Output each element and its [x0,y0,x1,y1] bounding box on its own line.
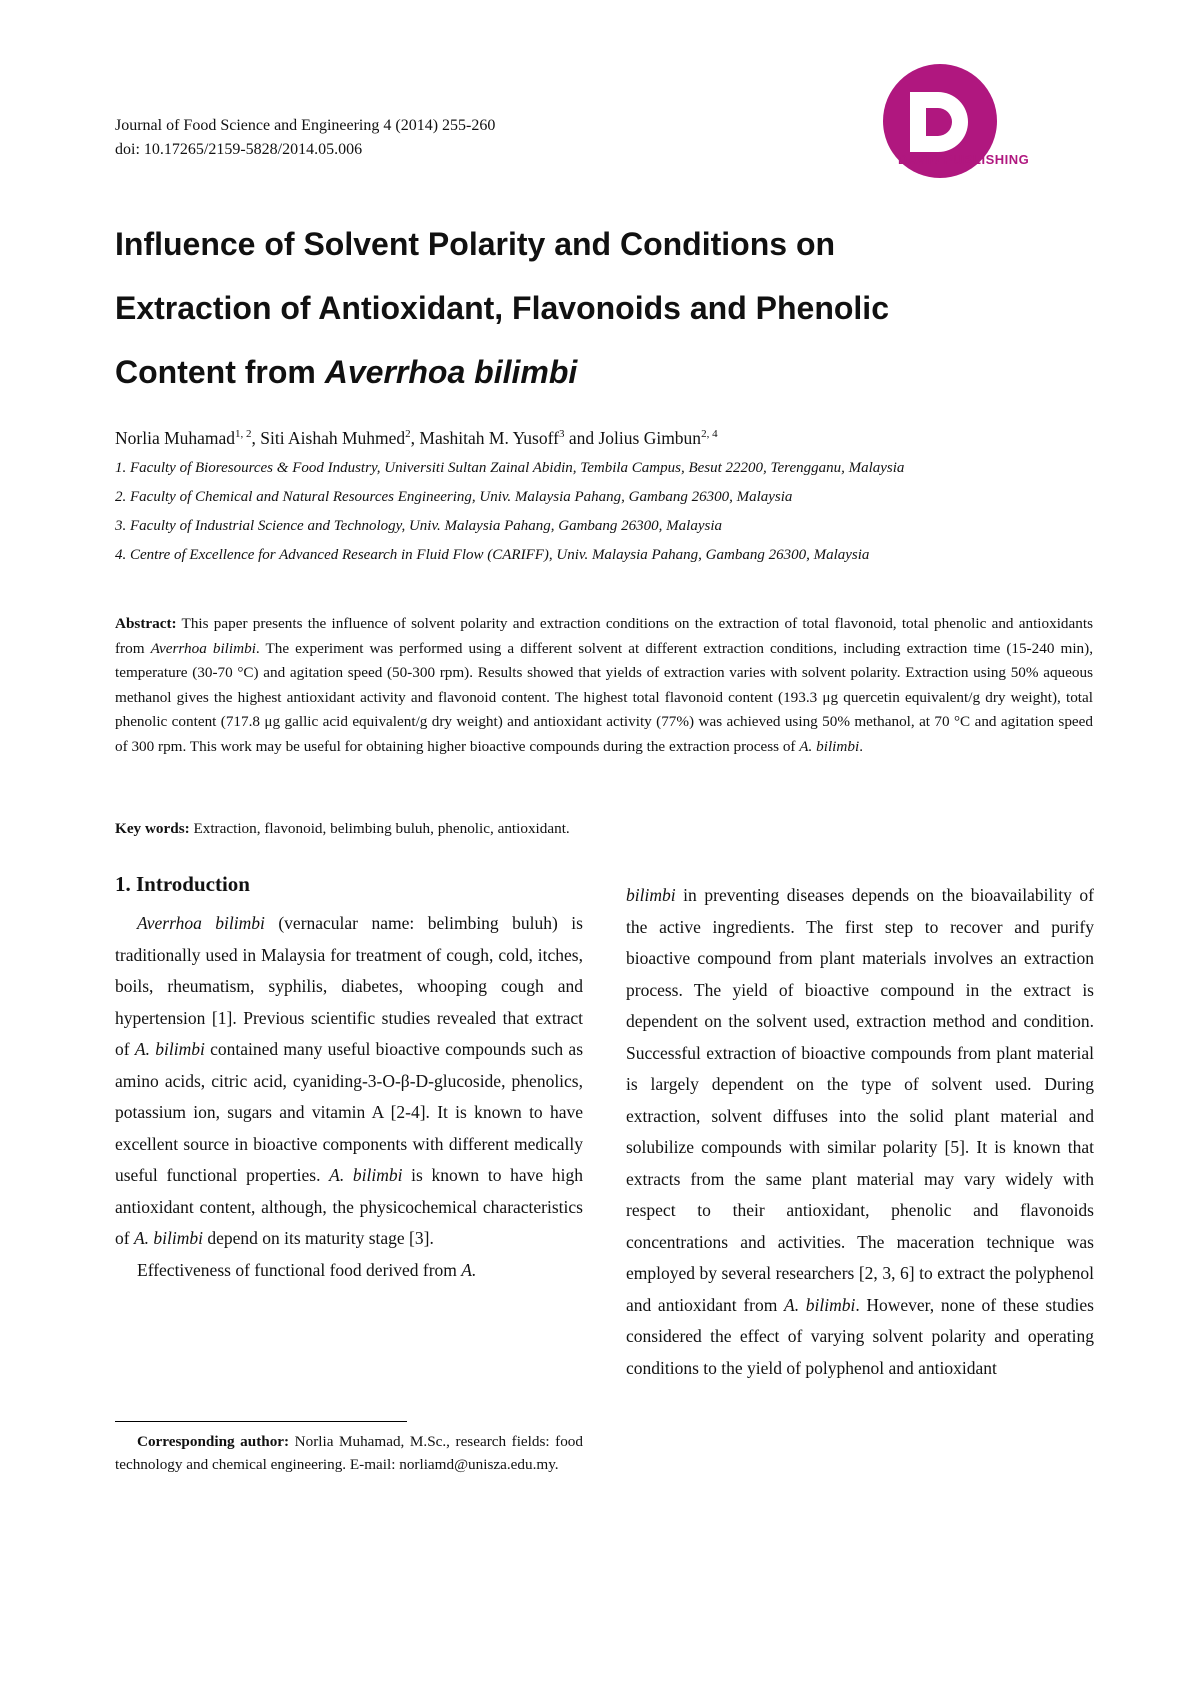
body-paragraph [115,1255,583,1287]
footnote-text: Norlia Muhamad, M.Sc., research fields: food technology and chemical engineering. E-mail: norliamd@unisza.edu.my. [115,1433,583,1473]
body-text: (vernacular name: belimbing buluh) is traditionally used in Malaysia for treatment of cough, cold, itches, boils, rheumatism, syphilis, diabetes, whooping cough and hypertension [1]. Previous scientific studies revealed that extract of [115,913,583,1059]
species-name: A. bilimbi [784,1294,856,1315]
species-name: Averrhoa bilimbi [137,913,265,933]
author-name: Mashitah M. Yusoff [419,428,559,448]
affiliation-item: 2. Faculty of Chemical and Natural Resources Engineering, Univ. Malaysia Pahang, Gambang 26300, Malaysia [115,489,793,505]
species-name: A. bilimbi [133,1228,203,1248]
abstract-text: . The experiment was performed using a different solvent at different extraction conditions, including extraction time (15-240 min), temperature (30-70 °C) and agitation speed (50-300 rpm). Results showed that yields of extraction varies with solvent polarity. Extraction using 50% aqueous methanol gives the highest antioxidant activity and flavonoid content. The highest total flavonoid content (193.3 μg quercetin equivalent/g dry weight), total phenolic content (717.8 μg gallic acid equivalent/g dry weight) and antioxidant activity (77%) was achieved using 50% methanol, at 70 °C and agitation speed of 300 rpm. This work may be useful for obtaining higher bioactive compounds during the extraction process of [115,639,1093,755]
title-line-3: Content from [115,354,325,390]
body-text: in preventing diseases depends on the bioavailability of the active ingredients. The first step to recover and purify bioactive compound from plant materials involves an extraction process. The yield of bioactive compound in the extract is dependent on the solvent used, extraction method and condition. Successful extraction of bioactive compounds from plant material is largely dependent on the type of solvent used. During extraction, solvent diffuses into the solid plant material and solubilize compounds with similar polarity [5]. It is known that extracts from the same plant material may vary widely with respect to their antioxidant, phenolic and flavonoids concentrations and activities. The maceration technique was employed by several researchers [2, 3, 6] to extract the polyphenol and antioxidant from [626,885,1094,1315]
footnote-divider [115,1421,407,1422]
affiliation-item: 3. Faculty of Industrial Science and Technology, Univ. Malaysia Pahang, Gambang 26300, Malaysia [115,518,723,534]
journal-citation: Journal of Food Science and Engineering 4 (2014) 255-260 [115,117,496,134]
publisher-logo [880,64,1120,194]
species-name: A. [461,1259,477,1280]
author-affil: 2 [405,428,411,440]
affiliation-item: 4. Centre of Excellence for Advanced Research in Fluid Flow (CARIFF), Univ. Malaysia Pahang, Gambang 26300, Malaysia [115,547,870,563]
body-paragraph [115,908,583,1255]
section-heading: 1. Introduction [115,872,250,896]
author-affil: 3 [558,428,565,440]
author-sep: , [410,428,420,448]
author-name: Siti Aishah Muhmed [260,428,406,448]
author-list [115,428,718,449]
abstract-species: A. bilimbi [799,737,860,755]
body-column-left [115,868,583,1286]
body-text: Effectiveness of functional food derived from [137,1259,462,1280]
keywords [115,820,1093,838]
body-paragraph [626,880,1094,1384]
journal-header [115,114,495,162]
author-affil: 2, 4 [701,428,718,440]
body-column-right [626,880,1094,1384]
author-name: Norlia Muhamad [115,428,236,448]
body-text: is known to have high antioxidant content, although, the physicochemical characteristics of [115,1165,583,1248]
corresponding-author-footnote [115,1430,583,1476]
abstract-text: This paper presents the influence of solvent polarity and extraction conditions on the extraction of total flavonoid, total phenolic and antioxidants from [115,615,1093,657]
logo-text: DAVID PUBLISHING [898,152,1030,167]
species-name: A. bilimbi [329,1165,403,1185]
title-line-2: Extraction of Antioxidant, Flavonoids and Phenolic [115,290,889,326]
species-name: bilimbi [626,885,676,905]
footnote-label: Corresponding author: [137,1433,290,1450]
affiliation-list [115,460,1095,576]
abstract-label: Abstract: [115,615,177,632]
species-name: A. bilimbi [134,1039,205,1059]
author-affil: 1, 2 [235,428,252,440]
title-species: Averrhoa bilimbi [324,354,578,390]
title-line-1: Influence of Solvent Polarity and Conditions on [115,226,836,262]
body-text: contained many useful bioactive compounds such as amino acids, citric acid, cyaniding-3-O-β-D-glucoside, phenolics, potassium ion, sugars and vitamin A [2-4]. It is known to have excellent source in bioactive components with different medically useful functional properties. [115,1039,584,1185]
paper-title [115,212,1075,404]
abstract-text: . [859,737,863,755]
author-sep: and [564,428,599,448]
body-text: . However, none of these studies considered the effect of varying solvent polarity and operating conditions to the yield of polyphenol and antioxidant [626,1294,1094,1378]
abstract-species: Averrhoa bilimbi [150,639,256,657]
doi: doi: 10.17265/2159-5828/2014.05.006 [115,141,363,158]
author-name: Jolius Gimbun [598,428,702,448]
affiliation-item: 1. Faculty of Bioresources & Food Industry, Universiti Sultan Zainal Abidin, Tembila Campus, Besut 22200, Terengganu, Malaysia [115,460,905,476]
keywords-label: Key words: [115,820,190,837]
author-sep: , [251,428,261,448]
body-text: depend on its maturity stage [3]. [202,1228,434,1248]
keywords-text: Extraction, flavonoid, belimbing buluh, phenolic, antioxidant. [189,820,570,837]
abstract [115,612,1093,760]
